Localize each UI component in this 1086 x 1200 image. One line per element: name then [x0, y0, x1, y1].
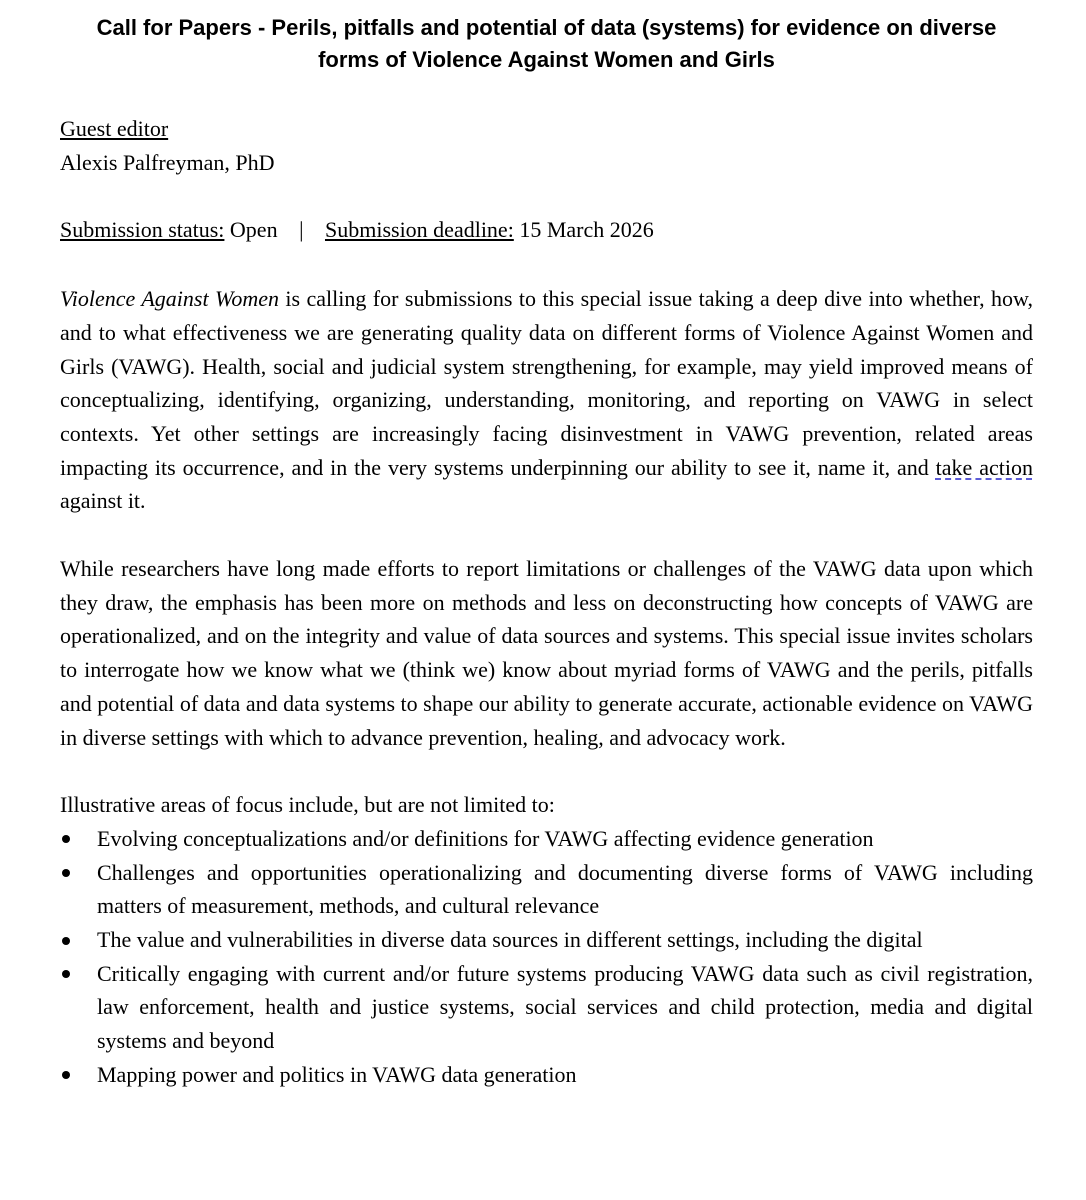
submission-info [60, 213, 1033, 247]
document-page [60, 12, 1033, 1092]
guest-editor-name: Alexis Palfreyman, PhD [60, 149, 275, 175]
intro-text: is calling for submissions to this special issue taking a deep dive into whether, how, and to what effectiveness we are generating quality data on different forms of Violence Against Women and Girls (VAWG). Health, social and judicial system strengthening, for example, may yield improved means of conceptualizing, identifying, organizing, understanding, monitoring, and reporting on VAWG in select contexts. Yet other settings are increasingly facing disinvestment in VAWG prevention, related areas impacting its occurrence, and in the very systems underpinning our ability to see it, name it, and [60, 286, 1033, 480]
bullet-icon [60, 1058, 72, 1092]
intro-text-end: against it. [60, 488, 146, 514]
intro-paragraph [60, 282, 1033, 518]
submission-status-label: Submission status: [60, 217, 225, 243]
bullet-icon [60, 923, 72, 957]
bullet-icon [60, 822, 72, 856]
submission-deadline-label: Submission deadline: [324, 217, 514, 243]
journal-name: Violence Against Women [60, 286, 279, 312]
list-item: Critically engaging with current and/or future systems producing VAWG data such as civil registration, law enforcement, health and justice systems, social services and child protection, media and digital systems and beyond [60, 957, 1033, 1058]
list-item: Challenges and opportunities operationalizing and documenting diverse forms of VAWG including matters of measurement, methods, and cultural relevance [60, 856, 1033, 923]
bullet-icon [60, 957, 72, 991]
submission-deadline-value: 15 March 2026 [519, 217, 654, 243]
guest-editor-section [60, 112, 1033, 179]
bullet-icon [60, 856, 72, 890]
spellcheck-flagged-phrase[interactable]: take action [935, 454, 1033, 480]
list-item: Mapping power and politics in VAWG data generation [60, 1058, 1033, 1092]
focus-list [60, 822, 1033, 1092]
list-item: Evolving conceptualizations and/or definitions for VAWG affecting evidence generation [60, 822, 1033, 856]
list-item: The value and vulnerabilities in diverse data sources in different settings, including the digital [60, 923, 1033, 957]
submission-status-value: Open [229, 217, 278, 243]
guest-editor-label: Guest editor [60, 116, 169, 141]
page-title: Call for Papers - Perils, pitfalls and potential of data (systems) for evidence on diverse forms of Violence Against Women and Girls [96, 15, 997, 72]
scope-paragraph: While researchers have long made efforts to report limitations or challenges of the VAWG data upon which they draw, the emphasis has been more on methods and less on deconstructing how concepts of VAWG are operationalized, and on the integrity and value of data sources and systems. This special issue invites scholars to interrogate how we know what we (think we) know about myriad forms of VAWG and the perils, pitfalls and potential of data and data systems to shape our ability to generate accurate, actionable evidence on VAWG in diverse settings with which to advance prevention, healing, and advocacy work. [60, 556, 1033, 750]
focus-intro: Illustrative areas of focus include, but are not limited to: [60, 792, 555, 818]
separator: | [299, 217, 304, 243]
